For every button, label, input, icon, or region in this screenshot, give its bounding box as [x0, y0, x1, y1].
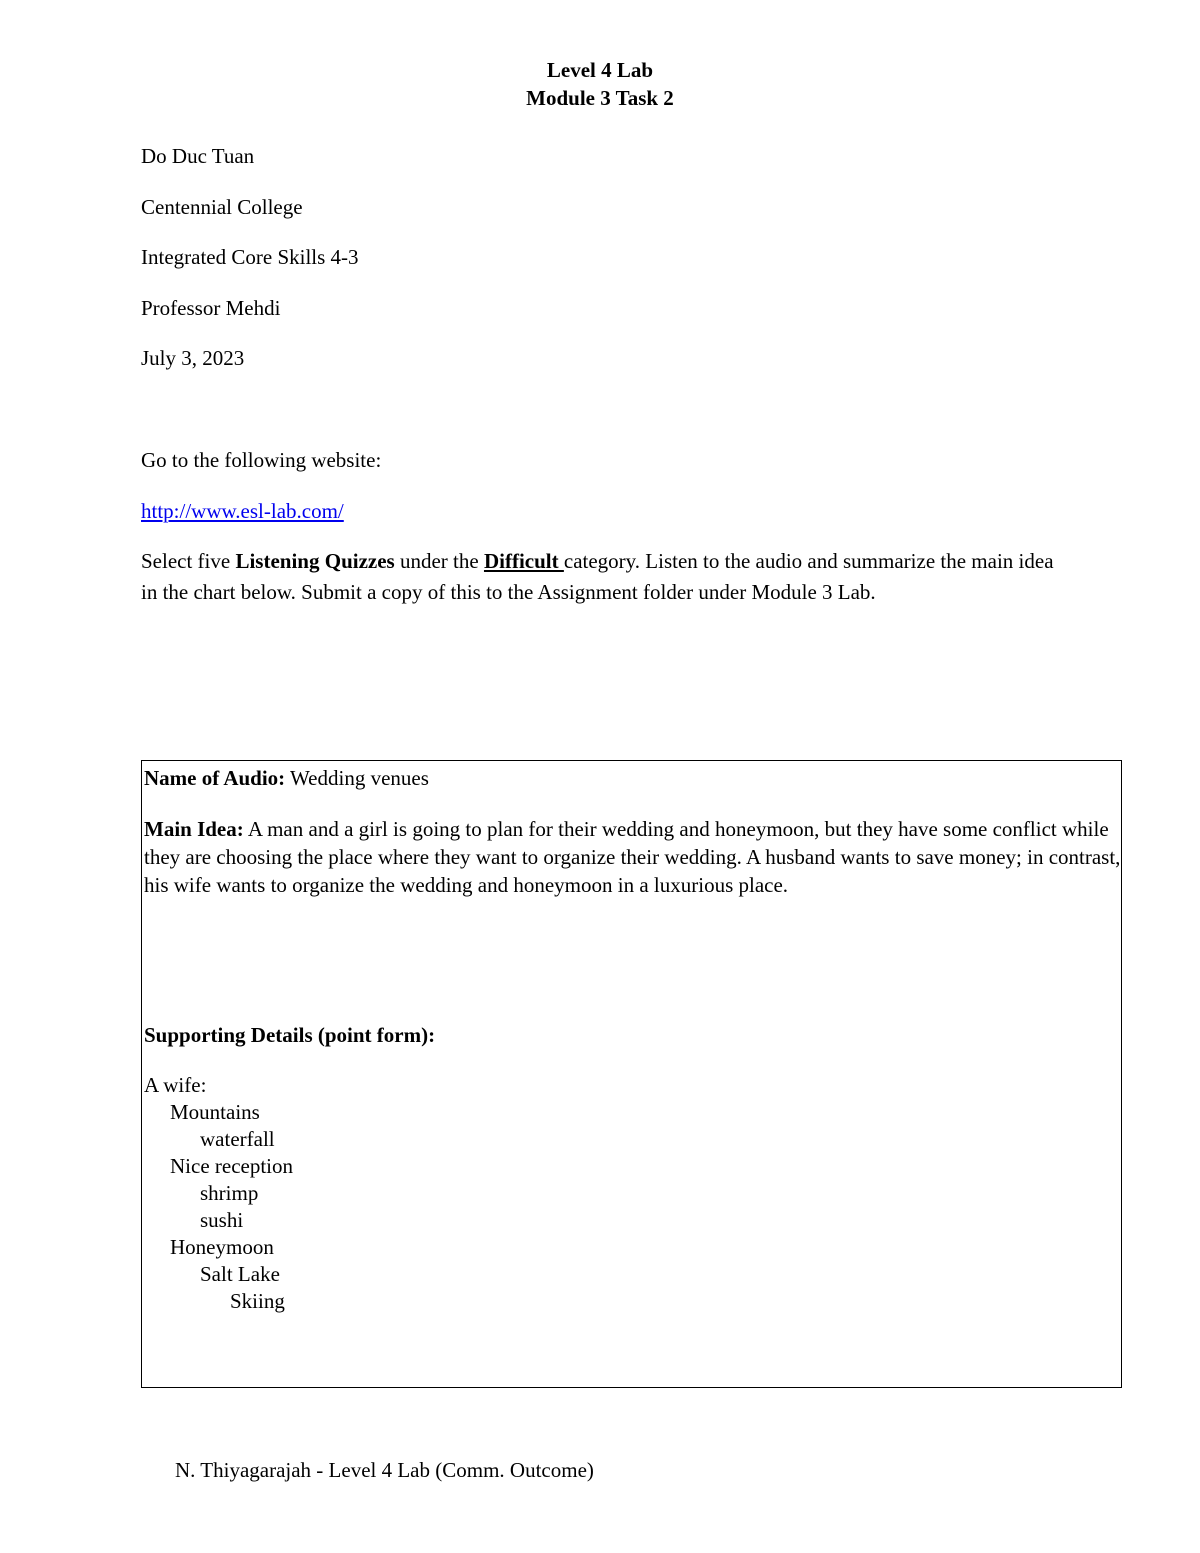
detail-item: shrimp	[200, 1181, 259, 1205]
goto-instruction: Go to the following website:	[141, 448, 382, 472]
listening-quizzes-term: Listening Quizzes	[235, 549, 395, 573]
date: July 3, 2023	[141, 346, 245, 370]
page-subtitle: Module 3 Task 2	[526, 86, 674, 110]
main-idea-paragraph	[144, 815, 1122, 899]
professor-name: Professor Mehdi	[141, 296, 281, 320]
detail-item: Nice reception	[170, 1154, 294, 1178]
detail-item: Skiing	[230, 1289, 285, 1313]
detail-item: Salt Lake	[200, 1262, 280, 1286]
page-footer: N. Thiyagarajah - Level 4 Lab (Comm. Outcome)	[175, 1458, 594, 1482]
student-name: Do Duc Tuan	[141, 144, 255, 168]
detail-item: Honeymoon	[170, 1235, 274, 1259]
website-link[interactable]	[141, 498, 344, 524]
page-title: Level 4 Lab	[546, 58, 654, 82]
supporting-details-label: Supporting Details (point form):	[144, 1023, 436, 1047]
audio-name-value: Wedding venues	[285, 766, 429, 790]
difficult-term: Difficult	[483, 549, 564, 573]
instruction-paragraph: Select five Listening Quizzes under the Difficult category. Listen to the audio and summarize the main idea in the chart below. Submit a copy of this to the Assignment folder under Module 3 Lab.	[141, 549, 1054, 604]
detail-item: A wife:	[144, 1073, 207, 1097]
course-name: Integrated Core Skills 4-3	[141, 245, 359, 269]
detail-item: Mountains	[170, 1100, 260, 1124]
detail-item: waterfall	[200, 1127, 275, 1151]
website-link-text[interactable]: http://www.esl-lab.com/	[141, 499, 344, 523]
detail-item: sushi	[200, 1208, 244, 1232]
main-idea-label: Main Idea:	[144, 817, 244, 841]
audio-name-label: Name of Audio:	[144, 766, 286, 790]
summary-chart-box	[141, 760, 1122, 1388]
main-idea-value: A man and a girl is going to plan for their wedding and honeymoon, but they have some conflict while they are choosing the place where they want to organize their wedding. A husband wants to save money; in contrast, his wife wants to organize the wedding and honeymoon in a luxurious place.	[144, 817, 1121, 897]
audio-name-row	[144, 764, 429, 792]
college-name: Centennial College	[141, 195, 303, 219]
